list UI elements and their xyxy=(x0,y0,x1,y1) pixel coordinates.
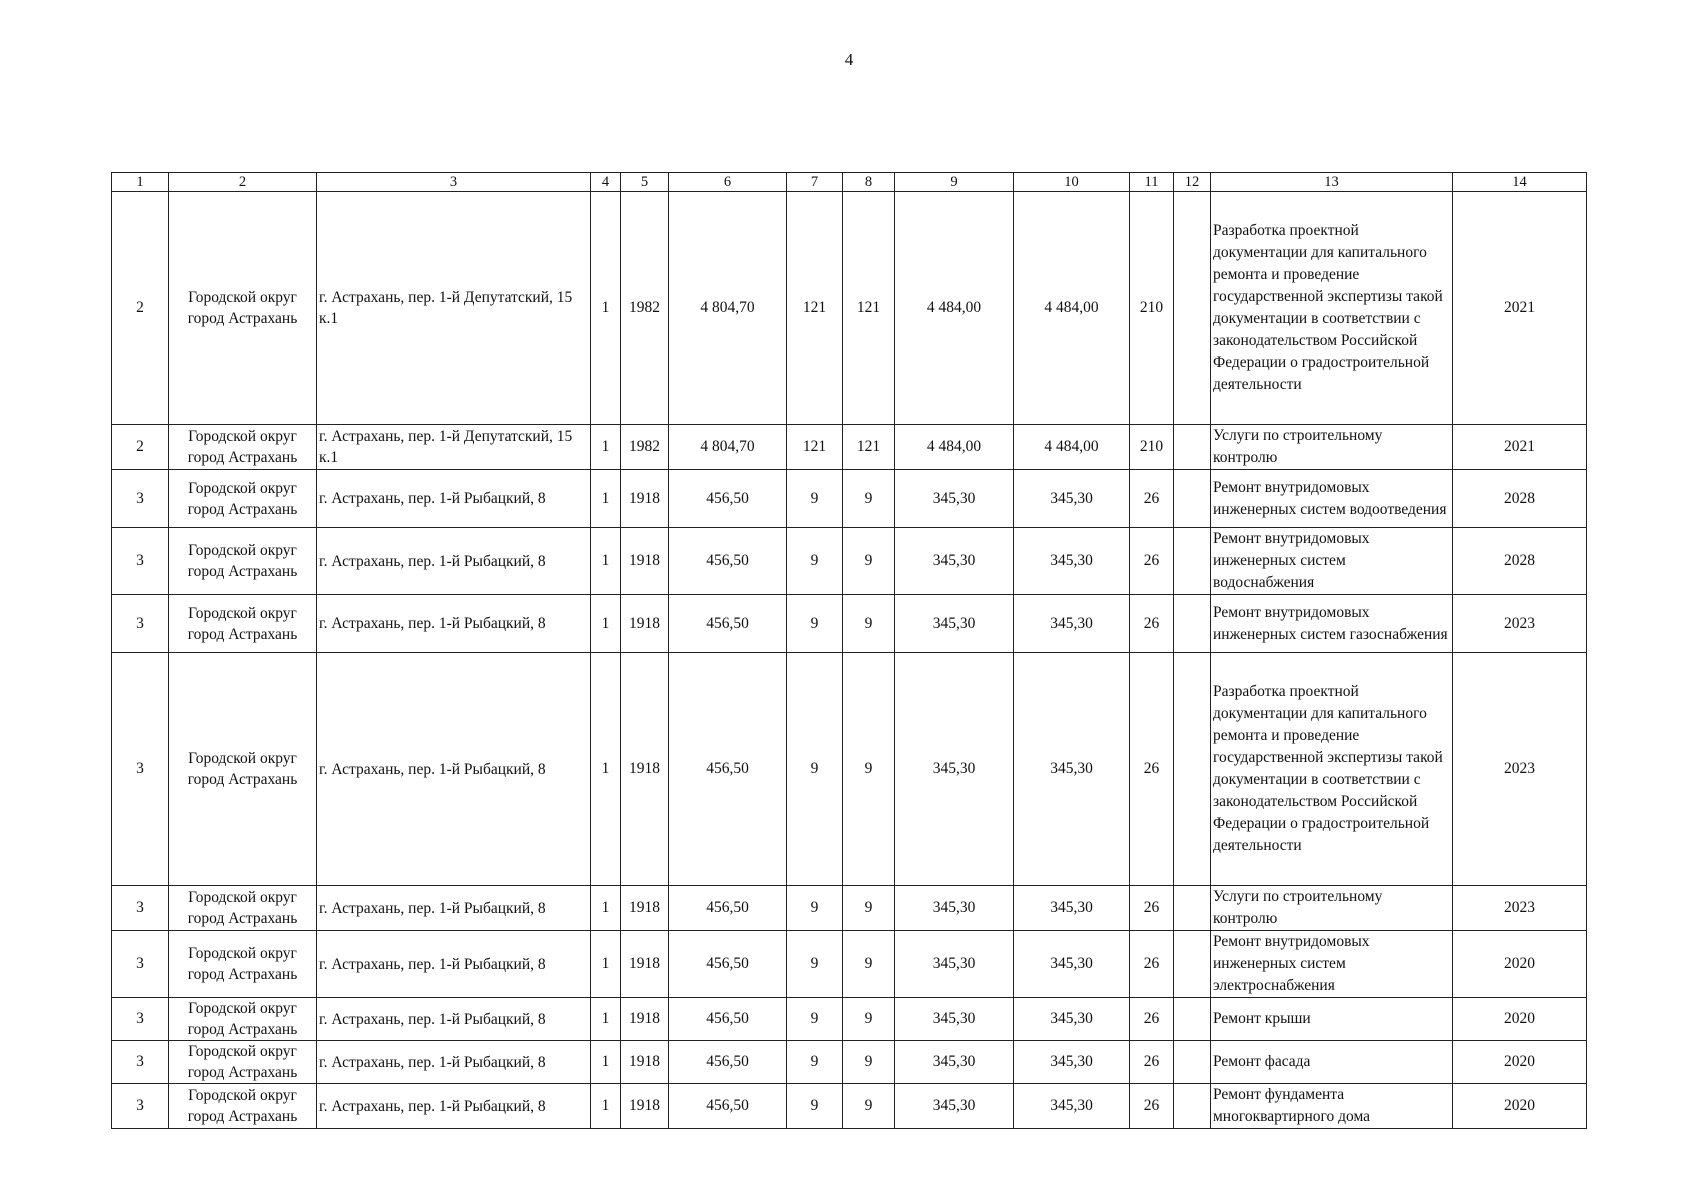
column-number: 6 xyxy=(669,173,787,192)
cell: 26 xyxy=(1130,595,1174,653)
address-cell: г. Астрахань, пер. 1-й Рыбацкий, 8 xyxy=(317,595,591,653)
work-type-cell: Услуги по строительному контролю xyxy=(1211,886,1453,931)
column-number: 7 xyxy=(787,173,843,192)
year-cell: 1918 xyxy=(621,931,669,998)
cell: 9 xyxy=(787,1084,843,1129)
cell: 9 xyxy=(843,931,895,998)
cell: 9 xyxy=(787,653,843,886)
cell xyxy=(1174,998,1211,1041)
cell: 345,30 xyxy=(1014,470,1130,528)
cell xyxy=(1174,931,1211,998)
cell: 1 xyxy=(591,886,621,931)
row-number: 3 xyxy=(112,653,169,886)
cell: 26 xyxy=(1130,886,1174,931)
cell: 121 xyxy=(787,192,843,425)
year-cell: 1982 xyxy=(621,192,669,425)
municipality-cell: Городской округ город Астрахань xyxy=(169,425,317,470)
plan-year-cell: 2020 xyxy=(1453,998,1587,1041)
cell: 1 xyxy=(591,595,621,653)
area-cell: 456,50 xyxy=(669,1084,787,1129)
cell: 9 xyxy=(843,528,895,595)
cell: 1 xyxy=(591,470,621,528)
address-cell: г. Астрахань, пер. 1-й Рыбацкий, 8 xyxy=(317,886,591,931)
work-type-cell: Ремонт фасада xyxy=(1211,1041,1453,1084)
row-number: 3 xyxy=(112,1041,169,1084)
cell: 9 xyxy=(787,1041,843,1084)
cell: 1 xyxy=(591,653,621,886)
cell: 9 xyxy=(787,595,843,653)
plan-year-cell: 2020 xyxy=(1453,1041,1587,1084)
row-number: 3 xyxy=(112,998,169,1041)
area-cell: 456,50 xyxy=(669,528,787,595)
cell: 1 xyxy=(591,1041,621,1084)
cell xyxy=(1174,528,1211,595)
cell xyxy=(1174,192,1211,425)
column-number: 12 xyxy=(1174,173,1211,192)
table-row xyxy=(112,931,1587,998)
work-type-cell: Ремонт внутридомовых инженерных систем газоснабжения xyxy=(1211,595,1453,653)
cell: 26 xyxy=(1130,931,1174,998)
cell: 1 xyxy=(591,1084,621,1129)
cell: 345,30 xyxy=(895,998,1014,1041)
cell: 1 xyxy=(591,998,621,1041)
municipality-cell: Городской округ город Астрахань xyxy=(169,192,317,425)
municipality-cell: Городской округ город Астрахань xyxy=(169,528,317,595)
year-cell: 1918 xyxy=(621,653,669,886)
work-type-cell: Услуги по строительному контролю xyxy=(1211,425,1453,470)
year-cell: 1918 xyxy=(621,528,669,595)
row-number: 2 xyxy=(112,425,169,470)
row-number: 3 xyxy=(112,528,169,595)
work-type-cell: Ремонт внутридомовых инженерных систем водоснабжения xyxy=(1211,528,1453,595)
table-row xyxy=(112,1041,1587,1084)
cell xyxy=(1174,470,1211,528)
table-row xyxy=(112,998,1587,1041)
work-type-cell: Разработка проектной документации для капитального ремонта и проведение государственной экспертизы такой документации в соответствии с законодательством Российской Федерации о градостроительной деятельности xyxy=(1211,653,1453,886)
cell: 9 xyxy=(787,470,843,528)
table-row xyxy=(112,470,1587,528)
column-number-row xyxy=(112,173,1587,192)
cell: 345,30 xyxy=(895,595,1014,653)
address-cell: г. Астрахань, пер. 1-й Депутатский, 15 к.1 xyxy=(317,192,591,425)
address-cell: г. Астрахань, пер. 1-й Рыбацкий, 8 xyxy=(317,653,591,886)
municipality-cell: Городской округ город Астрахань xyxy=(169,1041,317,1084)
cell: 345,30 xyxy=(895,931,1014,998)
area-cell: 456,50 xyxy=(669,653,787,886)
cell: 4 484,00 xyxy=(895,425,1014,470)
column-number: 13 xyxy=(1211,173,1453,192)
cell: 345,30 xyxy=(895,528,1014,595)
plan-year-cell: 2023 xyxy=(1453,653,1587,886)
cell: 345,30 xyxy=(1014,998,1130,1041)
address-cell: г. Астрахань, пер. 1-й Депутатский, 15 к.1 xyxy=(317,425,591,470)
cell: 345,30 xyxy=(895,886,1014,931)
cell: 9 xyxy=(843,470,895,528)
plan-year-cell: 2023 xyxy=(1453,886,1587,931)
cell: 121 xyxy=(843,192,895,425)
cell: 345,30 xyxy=(895,470,1014,528)
cell: 9 xyxy=(787,886,843,931)
column-number: 8 xyxy=(843,173,895,192)
repair-program-table xyxy=(111,172,1587,1129)
cell: 345,30 xyxy=(895,1041,1014,1084)
year-cell: 1918 xyxy=(621,470,669,528)
cell: 9 xyxy=(787,528,843,595)
year-cell: 1918 xyxy=(621,998,669,1041)
work-type-cell: Ремонт внутридомовых инженерных систем электроснабжения xyxy=(1211,931,1453,998)
plan-year-cell: 2021 xyxy=(1453,192,1587,425)
cell: 4 484,00 xyxy=(1014,425,1130,470)
column-number: 4 xyxy=(591,173,621,192)
municipality-cell: Городской округ город Астрахань xyxy=(169,998,317,1041)
cell: 9 xyxy=(843,998,895,1041)
cell: 4 484,00 xyxy=(1014,192,1130,425)
cell: 345,30 xyxy=(1014,595,1130,653)
plan-year-cell: 2023 xyxy=(1453,595,1587,653)
cell: 345,30 xyxy=(895,1084,1014,1129)
column-number: 3 xyxy=(317,173,591,192)
cell: 1 xyxy=(591,931,621,998)
cell xyxy=(1174,886,1211,931)
cell: 26 xyxy=(1130,998,1174,1041)
area-cell: 456,50 xyxy=(669,470,787,528)
column-number: 11 xyxy=(1130,173,1174,192)
cell: 345,30 xyxy=(1014,1041,1130,1084)
table-row xyxy=(112,886,1587,931)
table-row xyxy=(112,528,1587,595)
work-type-cell: Ремонт внутридомовых инженерных систем водоотведения xyxy=(1211,470,1453,528)
address-cell: г. Астрахань, пер. 1-й Рыбацкий, 8 xyxy=(317,931,591,998)
area-cell: 456,50 xyxy=(669,1041,787,1084)
cell: 9 xyxy=(787,998,843,1041)
plan-year-cell: 2028 xyxy=(1453,470,1587,528)
cell: 9 xyxy=(843,653,895,886)
year-cell: 1918 xyxy=(621,595,669,653)
cell: 9 xyxy=(843,1084,895,1129)
area-cell: 4 804,70 xyxy=(669,192,787,425)
plan-year-cell: 2020 xyxy=(1453,1084,1587,1129)
cell: 121 xyxy=(843,425,895,470)
cell xyxy=(1174,653,1211,886)
row-number: 2 xyxy=(112,192,169,425)
cell: 1 xyxy=(591,528,621,595)
cell: 26 xyxy=(1130,528,1174,595)
cell: 1 xyxy=(591,425,621,470)
cell: 9 xyxy=(843,595,895,653)
row-number: 3 xyxy=(112,931,169,998)
table-row xyxy=(112,192,1587,425)
cell: 210 xyxy=(1130,192,1174,425)
municipality-cell: Городской округ город Астрахань xyxy=(169,653,317,886)
row-number: 3 xyxy=(112,1084,169,1129)
page-number: 4 xyxy=(844,50,854,69)
cell: 345,30 xyxy=(1014,1084,1130,1129)
table-row xyxy=(112,425,1587,470)
work-type-cell: Разработка проектной документации для капитального ремонта и проведение государственной экспертизы такой документации в соответствии с законодательством Российской Федерации о градостроительной деятельности xyxy=(1211,192,1453,425)
work-type-cell: Ремонт фундамента многоквартирного дома xyxy=(1211,1084,1453,1129)
work-type-cell: Ремонт крыши xyxy=(1211,998,1453,1041)
year-cell: 1982 xyxy=(621,425,669,470)
cell: 210 xyxy=(1130,425,1174,470)
column-number: 14 xyxy=(1453,173,1587,192)
plan-year-cell: 2020 xyxy=(1453,931,1587,998)
cell xyxy=(1174,425,1211,470)
cell: 26 xyxy=(1130,1084,1174,1129)
area-cell: 456,50 xyxy=(669,886,787,931)
table-row xyxy=(112,1084,1587,1129)
cell xyxy=(1174,1084,1211,1129)
year-cell: 1918 xyxy=(621,1084,669,1129)
cell: 26 xyxy=(1130,470,1174,528)
area-cell: 456,50 xyxy=(669,998,787,1041)
cell: 345,30 xyxy=(1014,653,1130,886)
table-body xyxy=(112,173,1587,1129)
table-row xyxy=(112,653,1587,886)
address-cell: г. Астрахань, пер. 1-й Рыбацкий, 8 xyxy=(317,470,591,528)
plan-year-cell: 2028 xyxy=(1453,528,1587,595)
row-number: 3 xyxy=(112,886,169,931)
cell: 345,30 xyxy=(895,653,1014,886)
area-cell: 4 804,70 xyxy=(669,425,787,470)
address-cell: г. Астрахань, пер. 1-й Рыбацкий, 8 xyxy=(317,528,591,595)
address-cell: г. Астрахань, пер. 1-й Рыбацкий, 8 xyxy=(317,1041,591,1084)
municipality-cell: Городской округ город Астрахань xyxy=(169,595,317,653)
cell: 26 xyxy=(1130,653,1174,886)
area-cell: 456,50 xyxy=(669,931,787,998)
cell: 345,30 xyxy=(1014,528,1130,595)
address-cell: г. Астрахань, пер. 1-й Рыбацкий, 8 xyxy=(317,1084,591,1129)
municipality-cell: Городской округ город Астрахань xyxy=(169,470,317,528)
column-number: 9 xyxy=(895,173,1014,192)
year-cell: 1918 xyxy=(621,886,669,931)
cell: 121 xyxy=(787,425,843,470)
year-cell: 1918 xyxy=(621,1041,669,1084)
cell xyxy=(1174,1041,1211,1084)
plan-year-cell: 2021 xyxy=(1453,425,1587,470)
municipality-cell: Городской округ город Астрахань xyxy=(169,931,317,998)
cell: 345,30 xyxy=(1014,886,1130,931)
column-number: 10 xyxy=(1014,173,1130,192)
column-number: 1 xyxy=(112,173,169,192)
column-number: 5 xyxy=(621,173,669,192)
cell: 9 xyxy=(843,886,895,931)
cell: 345,30 xyxy=(1014,931,1130,998)
cell xyxy=(1174,595,1211,653)
column-number: 2 xyxy=(169,173,317,192)
row-number: 3 xyxy=(112,470,169,528)
cell: 9 xyxy=(843,1041,895,1084)
cell: 26 xyxy=(1130,1041,1174,1084)
municipality-cell: Городской округ город Астрахань xyxy=(169,886,317,931)
cell: 4 484,00 xyxy=(895,192,1014,425)
address-cell: г. Астрахань, пер. 1-й Рыбацкий, 8 xyxy=(317,998,591,1041)
municipality-cell: Городской округ город Астрахань xyxy=(169,1084,317,1129)
row-number: 3 xyxy=(112,595,169,653)
cell: 1 xyxy=(591,192,621,425)
area-cell: 456,50 xyxy=(669,595,787,653)
cell: 9 xyxy=(787,931,843,998)
table-row xyxy=(112,595,1587,653)
